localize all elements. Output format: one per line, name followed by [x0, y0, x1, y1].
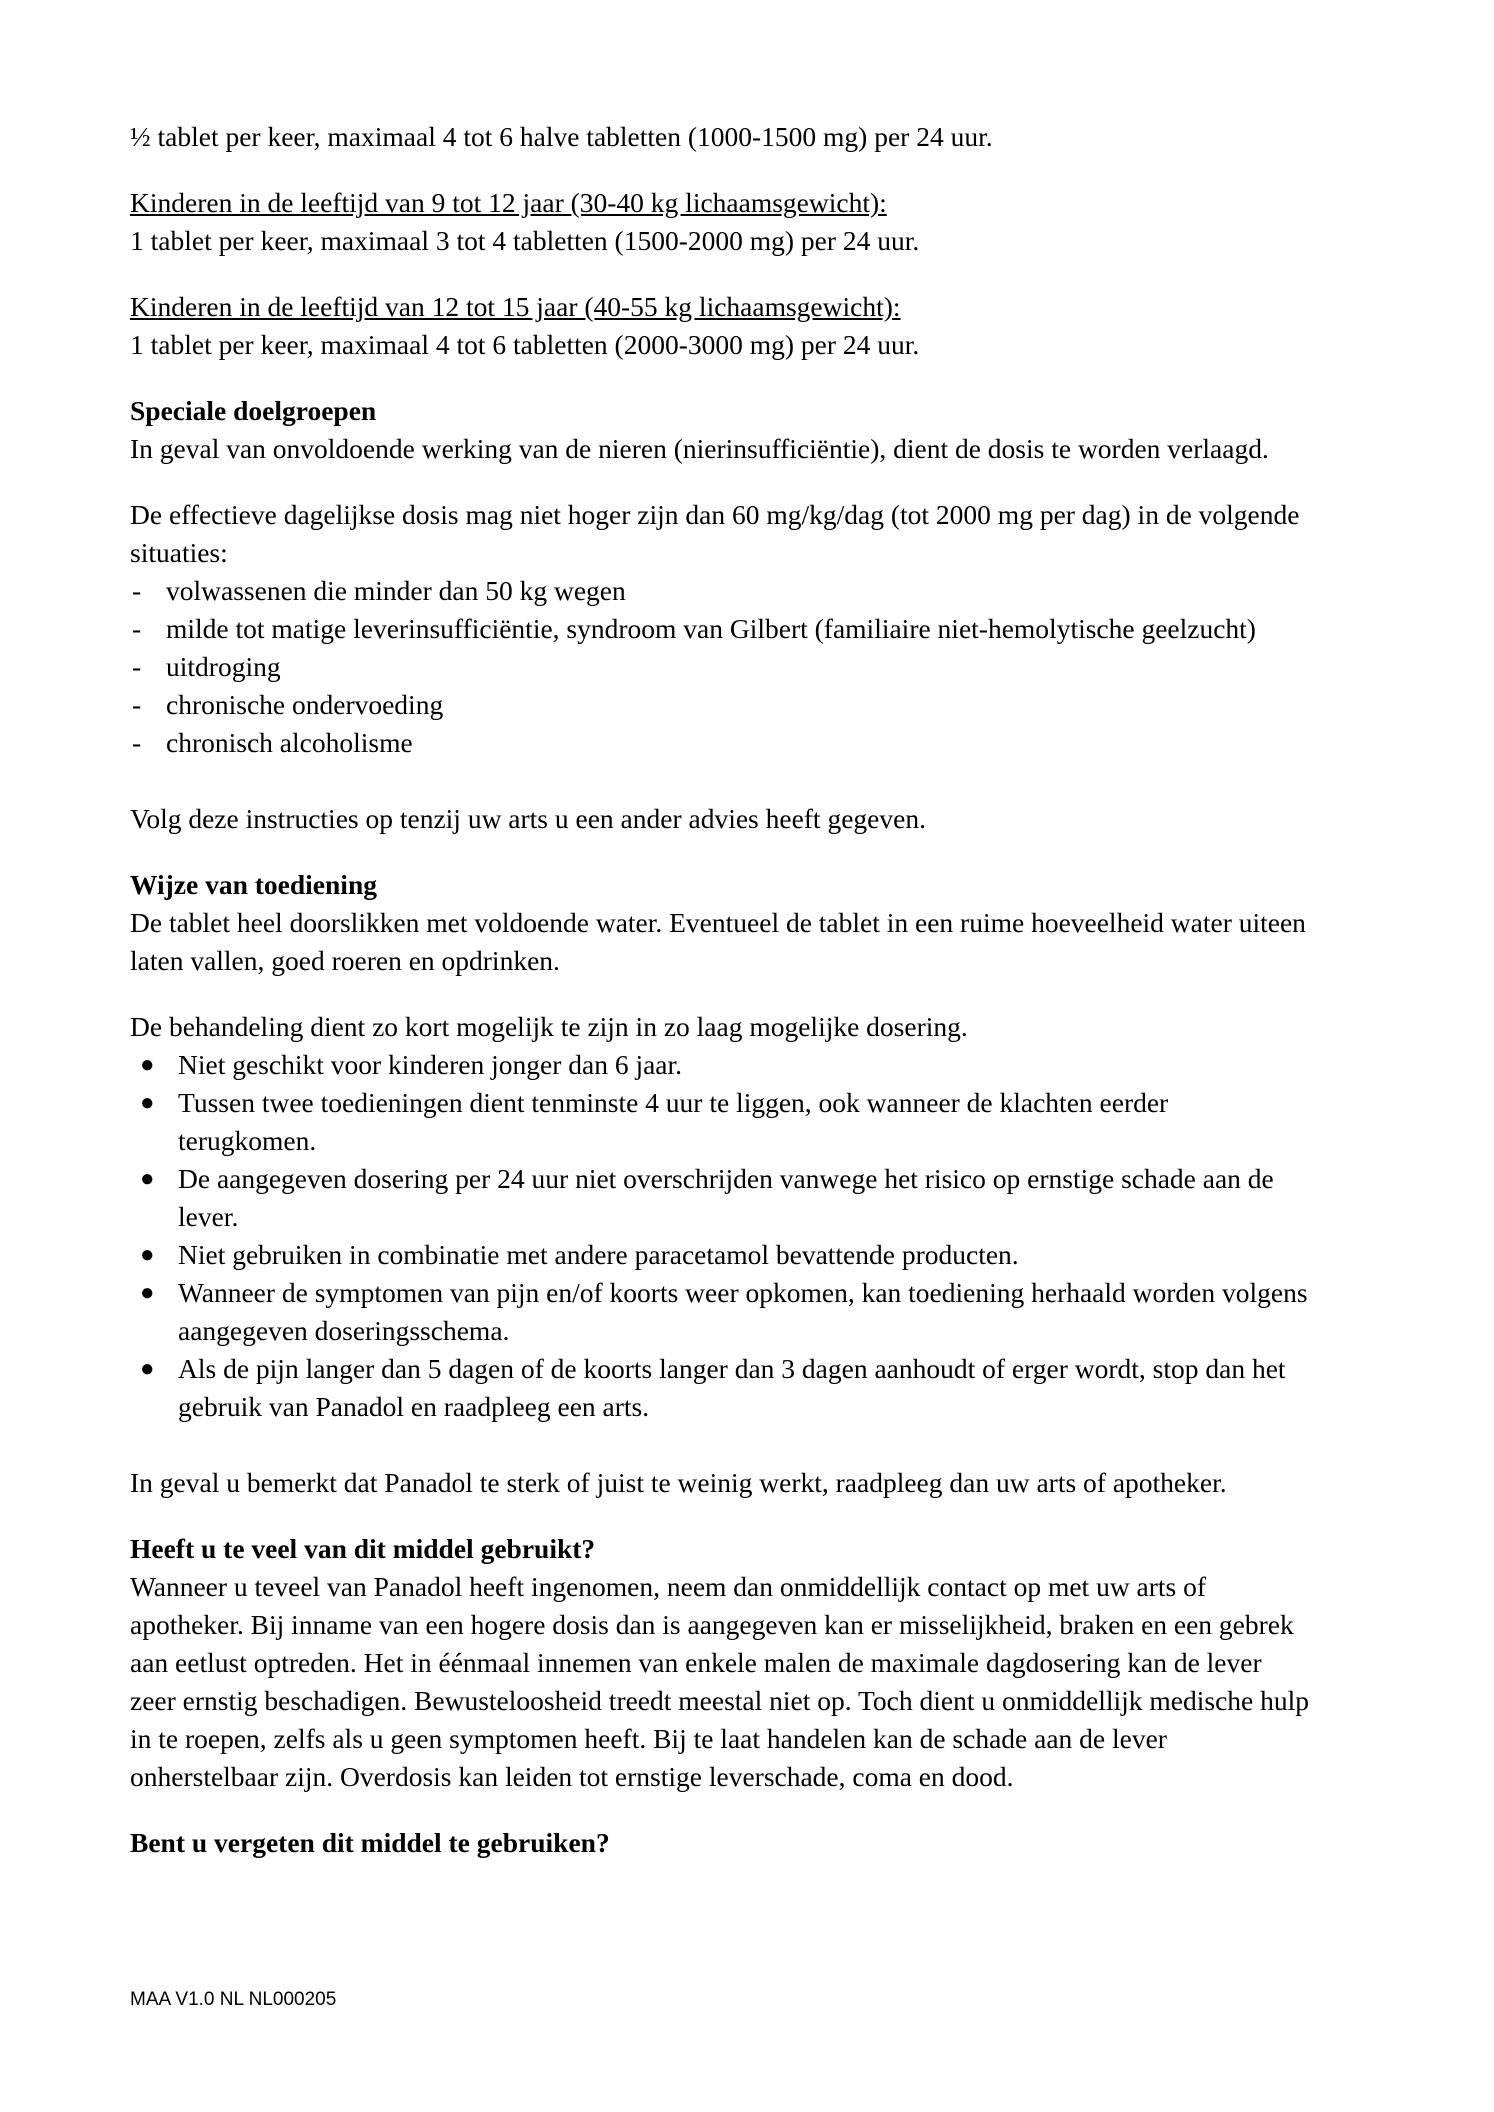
bullet-dot-icon: ● — [140, 1090, 155, 1116]
list-item — [130, 1084, 1310, 1160]
list-item — [130, 1236, 1310, 1274]
list-item — [130, 1160, 1310, 1236]
list-item — [130, 648, 1310, 686]
overdose-paragraph: Wanneer u teveel van Panadol heeft ingenomen, neem dan onmiddellijk contact op met uw arts of apotheker. Bij inname van een hogere dosis dan is aangegeven kan er misselijkheid, braken en een gebrek aan eetlust optreden. Het in éénmaal innemen van enkele malen de maximale dagdosering kan de lever zeer ernstig beschadigen. Bewusteloosheid treedt meestal niet op. Toch dient u onmiddellijk medische hulp in te roepen, zelfs als u geen symptomen heeft. Bij te laat handelen kan de schade aan de lever onherstelbaar zijn. Overdosis kan leiden tot ernstige leverschade, coma en dood. — [130, 1571, 1309, 1792]
follow-instructions-paragraph: Volg deze instructies op tenzij uw arts u een ander advies heeft gegeven. — [130, 803, 926, 834]
list-item-label: Wanneer de symptomen van pijn en/of koorts weer opkomen, kan toediening herhaald worden volgens aangegeven doseringsschema. — [178, 1277, 1308, 1346]
list-item — [130, 1274, 1310, 1350]
list-item — [130, 686, 1310, 724]
special-groups-heading: Speciale doelgroepen — [130, 395, 377, 426]
dash-marker-icon: - — [132, 651, 142, 682]
too-strong-paragraph: In geval u bemerkt dat Panadol te sterk of juist te weinig werkt, raadpleeg dan uw arts of apotheker. — [130, 1467, 1227, 1498]
list-item-label: Niet geschikt voor kinderen jonger dan 6 jaar. — [178, 1049, 683, 1080]
dose-adults-half-paragraph: ½ tablet per keer, maximaal 4 tot 6 halve tabletten (1000-1500 mg) per 24 uur. — [130, 121, 993, 152]
overdose-heading: Heeft u te veel van dit middel gebruikt? — [130, 1533, 596, 1564]
dash-marker-icon: - — [132, 727, 142, 758]
dash-marker-icon: - — [132, 575, 142, 606]
dash-bullet-list — [130, 572, 1310, 762]
list-item — [130, 1046, 1310, 1084]
effective-dose-paragraph: De effectieve dagelijkse dosis mag niet hoger zijn dan 60 mg/kg/dag (tot 2000 mg per dag) in de volgende situaties: — [130, 499, 1300, 568]
list-item-label: Tussen twee toedieningen dient tenminste 4 uur te liggen, ook wanneer de klachten eerder terugkomen. — [178, 1087, 1169, 1156]
children-9-12-subheading: Kinderen in de leeftijd van 9 tot 12 jaar (30-40 kg lichaamsgewicht): — [130, 187, 887, 218]
forgotten-heading: Bent u vergeten dit middel te gebruiken? — [130, 1827, 610, 1858]
bullet-dot-icon: ● — [140, 1356, 155, 1382]
bullet-dot-icon: ● — [140, 1052, 155, 1078]
administration-paragraph: De tablet heel doorslikken met voldoende water. Eventueel de tablet in een ruime hoeveelheid water uiteen laten vallen, goed roeren en opdrinken. — [130, 907, 1306, 976]
list-item-label: uitdroging — [166, 651, 281, 682]
children-9-12-dose: 1 tablet per keer, maximaal 3 tot 4 tabletten (1500-2000 mg) per 24 uur. — [130, 225, 920, 256]
footer-document-code: MAA V1.0 NL NL000205 — [130, 1989, 337, 2010]
list-item — [130, 572, 1310, 610]
list-item-label: volwassenen die minder dan 50 kg wegen — [166, 575, 626, 606]
list-item-label: Als de pijn langer dan 5 dagen of de koorts langer dan 3 dagen aanhoudt of erger wordt, stop dan het gebruik van Panadol en raadpleeg een arts. — [178, 1353, 1286, 1422]
dash-marker-icon: - — [132, 689, 142, 720]
bullet-dot-icon: ● — [140, 1242, 155, 1268]
list-item-label: chronisch alcoholisme — [166, 727, 413, 758]
bullet-dot-icon: ● — [140, 1280, 155, 1306]
spacer — [130, 1426, 1310, 1464]
bullet-dot-icon: ● — [140, 1166, 155, 1192]
list-item-label: chronische ondervoeding — [166, 689, 444, 720]
list-item-label: milde tot matige leverinsufficiëntie, syndroom van Gilbert (familiaire niet-hemolytische geelzucht) — [166, 613, 1256, 644]
list-item — [130, 610, 1310, 648]
children-12-15-subheading: Kinderen in de leeftijd van 12 tot 15 jaar (40-55 kg lichaamsgewicht): — [130, 291, 901, 322]
dot-bullet-list — [130, 1046, 1310, 1426]
list-item-label: De aangegeven dosering per 24 uur niet overschrijden vanwege het risico op ernstige schade aan de lever. — [178, 1163, 1274, 1232]
special-groups-paragraph: In geval van onvoldoende werking van de nieren (nierinsufficiëntie), dient de dosis te worden verlaagd. — [130, 433, 1269, 464]
treatment-paragraph: De behandeling dient zo kort mogelijk te zijn in zo laag mogelijke dosering. — [130, 1011, 968, 1042]
list-item-label: Niet gebruiken in combinatie met andere paracetamol bevattende producten. — [178, 1239, 1019, 1270]
administration-heading: Wijze van toediening — [130, 869, 377, 900]
list-item — [130, 1350, 1310, 1426]
spacer — [130, 762, 1310, 800]
document-body — [130, 118, 1310, 1862]
dash-marker-icon: - — [132, 613, 142, 644]
children-12-15-dose: 1 tablet per keer, maximaal 4 tot 6 tabletten (2000-3000 mg) per 24 uur. — [130, 329, 920, 360]
list-item — [130, 724, 1310, 762]
